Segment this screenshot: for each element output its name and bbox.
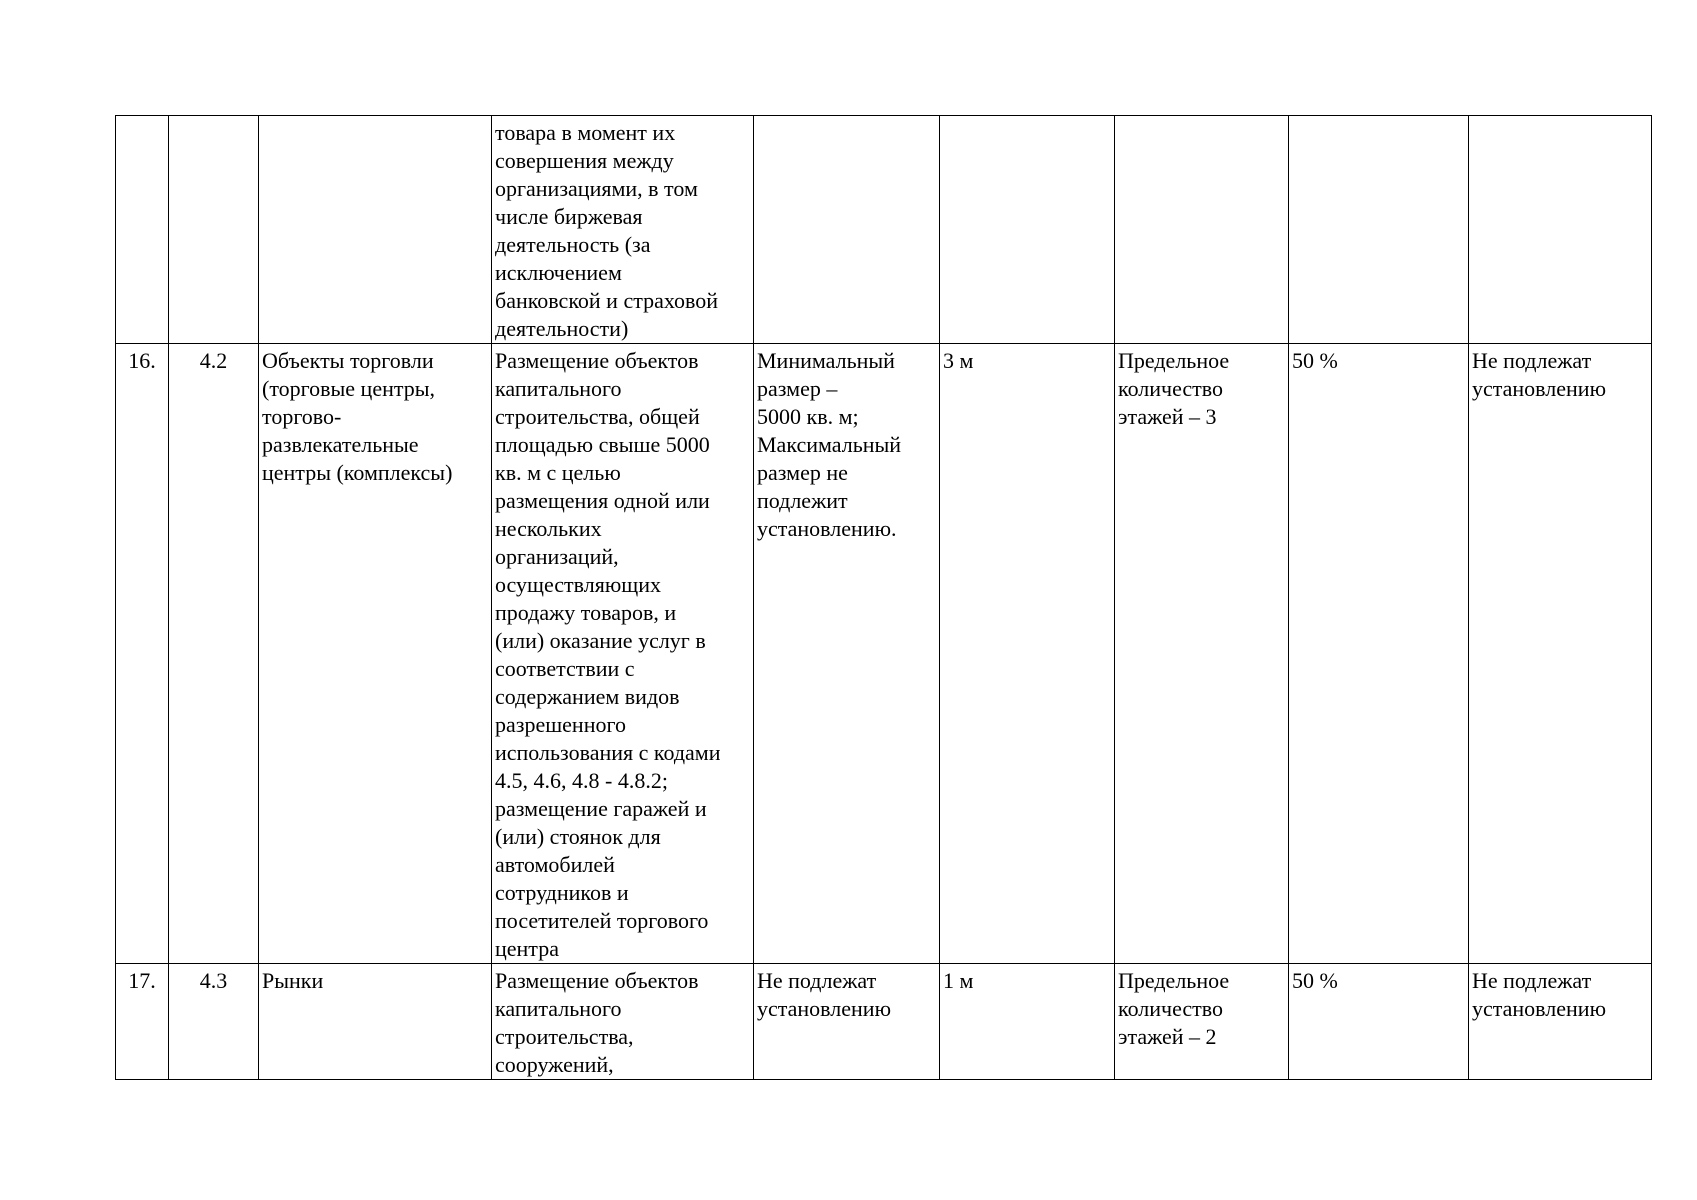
- floors-cell: [1115, 116, 1289, 344]
- use-name-cell: Рынки: [259, 964, 492, 1080]
- restrictions-cell: Не подлежат установлению: [1469, 964, 1652, 1080]
- code-cell: [169, 116, 259, 344]
- setback-cell: 3 м: [940, 344, 1115, 964]
- description-cell: Размещение объектов капитального строительства, общей площадью свыше 5000 кв. м с целью размещения одной или нескольких организаций, осуществляющих продажу товаров, и (или) оказание услуг в соответствии с содержанием видов разрешенного использования с кодами 4.5, 4.6, 4.8 - 4.8.2; размещение гаражей и (или) стоянок для автомобилей сотрудников и посетителей торгового центра: [492, 344, 754, 964]
- coverage-cell: 50 %: [1289, 964, 1469, 1080]
- plot-size-cell: [754, 116, 940, 344]
- restrictions-cell: [1469, 116, 1652, 344]
- table-row: [116, 116, 1652, 344]
- setback-cell: [940, 116, 1115, 344]
- description-cell: товара в момент их совершения между организациями, в том числе биржевая деятельность (за исключением банковской и страховой деятельности): [492, 116, 754, 344]
- table-row: [116, 344, 1652, 964]
- table-row: [116, 964, 1652, 1080]
- setback-cell: 1 м: [940, 964, 1115, 1080]
- row-number-cell: 16.: [116, 344, 169, 964]
- floors-cell: Предельное количество этажей – 3: [1115, 344, 1289, 964]
- plot-size-cell: Не подлежат установлению: [754, 964, 940, 1080]
- floors-cell: Предельное количество этажей – 2: [1115, 964, 1289, 1080]
- code-cell: 4.3: [169, 964, 259, 1080]
- restrictions-cell: Не подлежат установлению: [1469, 344, 1652, 964]
- use-name-cell: Объекты торговли (торговые центры, торгово- развлекательные центры (комплексы): [259, 344, 492, 964]
- coverage-cell: [1289, 116, 1469, 344]
- description-cell: Размещение объектов капитального строительства, сооружений,: [492, 964, 754, 1080]
- use-name-cell: [259, 116, 492, 344]
- zoning-table: [115, 115, 1652, 1080]
- plot-size-cell: Минимальный размер – 5000 кв. м; Максимальный размер не подлежит установлению.: [754, 344, 940, 964]
- code-cell: 4.2: [169, 344, 259, 964]
- row-number-cell: [116, 116, 169, 344]
- row-number-cell: 17.: [116, 964, 169, 1080]
- coverage-cell: 50 %: [1289, 344, 1469, 964]
